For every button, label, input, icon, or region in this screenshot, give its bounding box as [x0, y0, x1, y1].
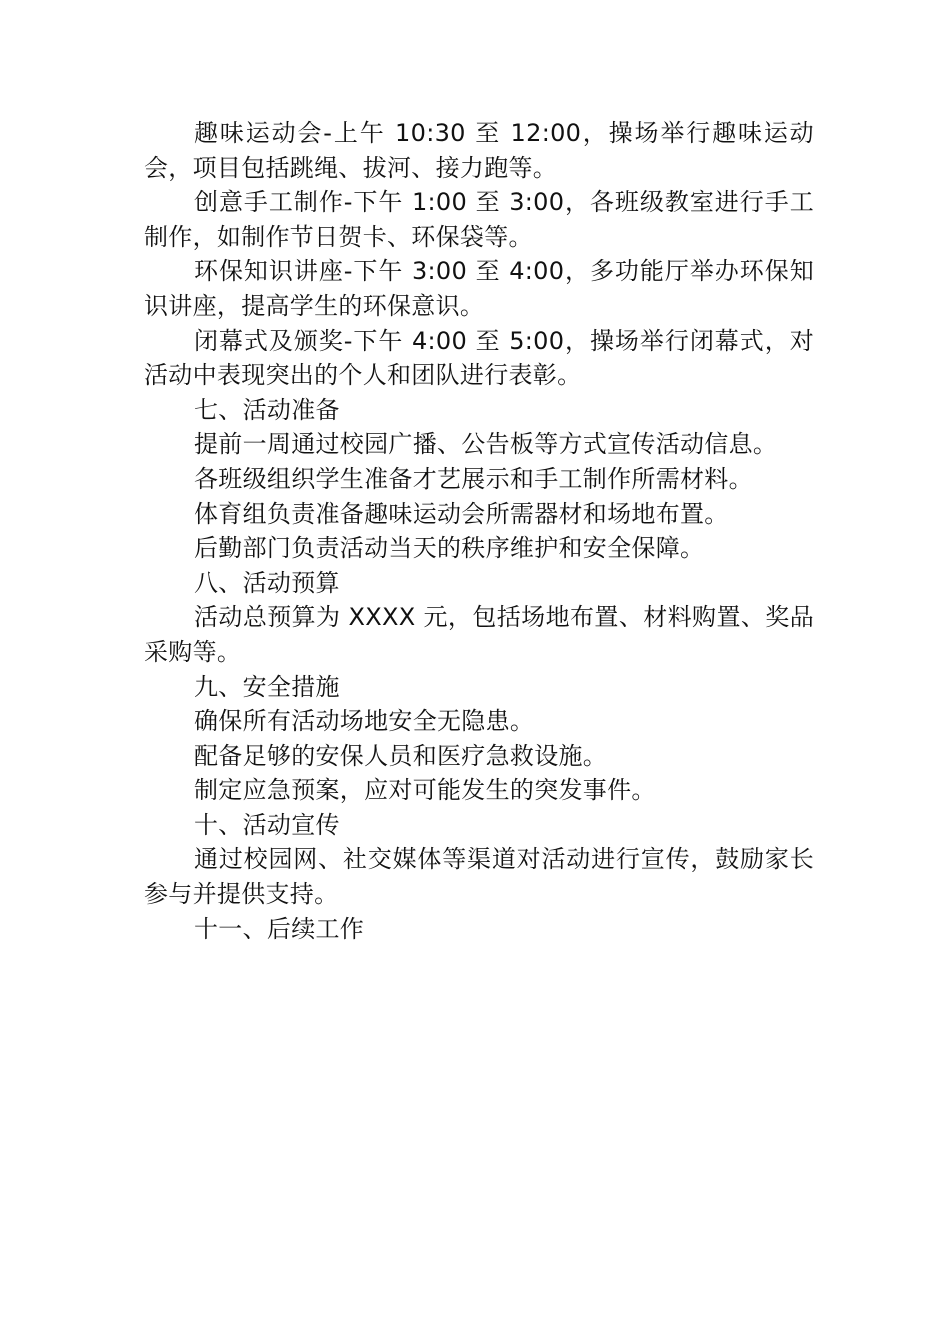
- section-heading-followup: 十一、后续工作: [194, 914, 365, 943]
- section-heading-promotion: 十、活动宣传: [194, 810, 340, 839]
- section-heading-budget: 八、活动预算: [194, 568, 340, 597]
- paragraph-safety-plan: 制定应急预案，应对可能发生的突发事件。: [194, 776, 656, 805]
- paragraph-safety-venue: 确保所有活动场地安全无隐患。: [194, 707, 535, 736]
- section-heading-preparation: 七、活动准备: [194, 395, 340, 424]
- paragraph-eco-lecture: 环保知识讲座-下午 3:00 至 4:00，多功能厅举办环保知识讲座，提高学生的环保意识。: [144, 257, 814, 320]
- paragraph-budget: 活动总预算为 XXXX 元，包括场地布置、材料购置、奖品采购等。: [144, 603, 814, 666]
- paragraph-prep-equipment: 体育组负责准备趣味运动会所需器材和场地布置。: [194, 499, 729, 528]
- paragraph-prep-materials: 各班级组织学生准备才艺展示和手工制作所需材料。: [194, 464, 753, 493]
- paragraph-prep-publicity: 提前一周通过校园广播、公告板等方式宣传活动信息。: [194, 430, 778, 459]
- paragraph-safety-staff: 配备足够的安保人员和医疗急救设施。: [194, 741, 608, 770]
- paragraph-fun-sports: 趣味运动会-上午 10:30 至 12:00，操场举行趣味运动会，项目包括跳绳、拔河、接力跑等。: [144, 119, 814, 182]
- paragraph-prep-logistics: 后勤部门负责活动当天的秩序维护和安全保障。: [194, 534, 705, 563]
- section-heading-safety: 九、安全措施: [194, 672, 340, 701]
- paragraph-promotion: 通过校园网、社交媒体等渠道对活动进行宣传，鼓励家长参与并提供支持。: [144, 845, 814, 909]
- paragraph-handicraft: 创意手工制作-下午 1:00 至 3:00，各班级教室进行手工制作，如制作节日贺卡、环保袋等。: [144, 188, 814, 251]
- paragraph-closing-ceremony: 闭幕式及颁奖-下午 4:00 至 5:00，操场举行闭幕式，对活动中表现突出的个人和团队进行表彰。: [144, 326, 814, 390]
- document-body: [144, 116, 814, 946]
